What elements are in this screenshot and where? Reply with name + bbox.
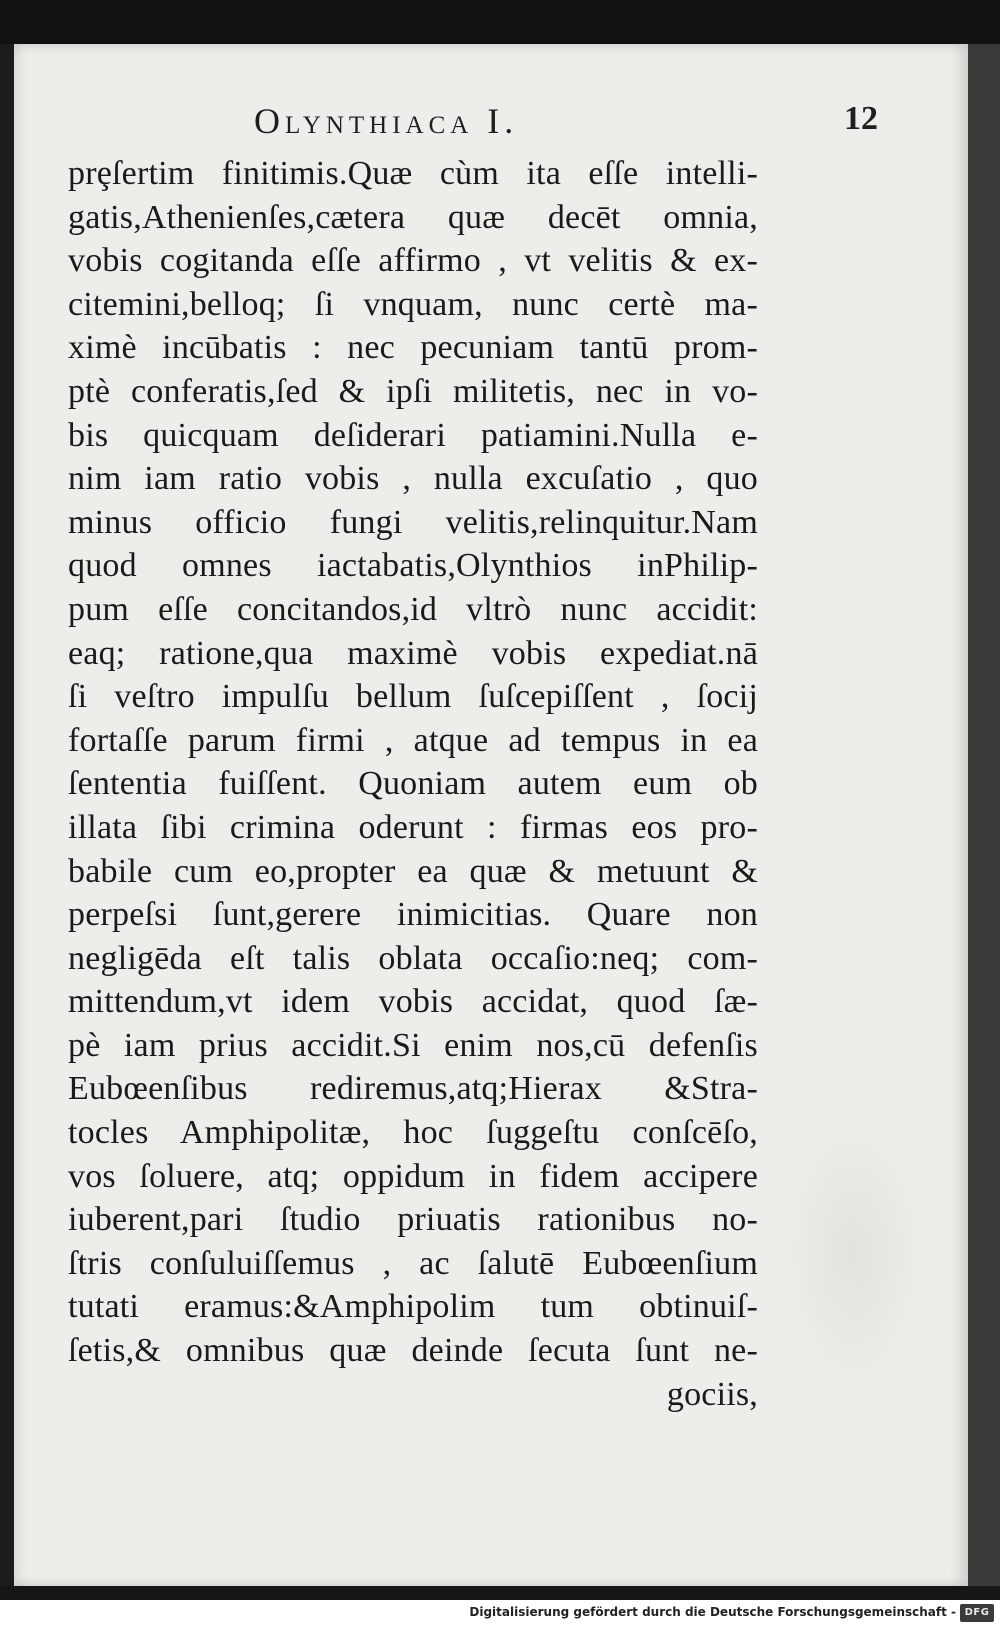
text-line: gatis,Athenienſes,cætera quæ decēt omnia, — [68, 198, 758, 236]
text-line: prȩſertim finitimis.Quæ cùm ita eſſe intelli- — [68, 155, 758, 192]
book-page — [14, 44, 968, 1586]
scan-bottom-edge — [0, 1586, 1000, 1600]
running-head — [14, 100, 968, 140]
text-line: ximè incūbatis : nec pecuniam tantū prom- — [68, 329, 758, 367]
digitization-footer — [0, 1600, 1000, 1627]
text-line: mittendum,vt idem vobis accidat, quod ſæ- — [68, 983, 758, 1021]
text-line: fortaſſe parum firmi , atque ad tempus in ea — [68, 721, 758, 759]
text-line: iuberent,pari ſtudio priuatis rationibus no- — [68, 1201, 758, 1239]
text-line: quod omnes iactabatis,Olynthios inPhilip- — [68, 547, 758, 585]
text-line: Eubœenſibus rediremus,atq;Hierax &Stra- — [68, 1070, 758, 1108]
text-line: vobis cogitanda eſſe affirmo , vt velitis & ex- — [68, 242, 758, 280]
text-line: eaq; ratione,qua maximè vobis expediat.nā — [68, 634, 758, 672]
body-text — [68, 152, 758, 1416]
dfg-logo-text: DFG — [964, 1607, 990, 1618]
text-line: babile cum eo,propter ea quæ & metuunt & — [68, 852, 758, 890]
text-line-catchword: gociis, — [666, 1375, 758, 1413]
text-line: citemini,belloq; ſi vnquam, nunc certè ma- — [68, 285, 758, 323]
running-head-title: Olynthiaca I. — [254, 101, 519, 141]
text-line: ſetis,& omnibus quæ deinde ſecuta ſunt ne- — [68, 1332, 758, 1370]
text-line: minus officio fungi velitis,relinquitur.Nam — [68, 503, 758, 541]
text-line: ſtris conſuluiſſemus , ac ſalutē Eubœenſium — [68, 1244, 758, 1282]
dfg-logo-icon — [960, 1604, 994, 1622]
text-line: illata ſibi crimina oderunt : firmas eos pro- — [68, 808, 758, 846]
text-line: pè iam prius accidit.Si enim nos,cū defenſis — [68, 1026, 758, 1064]
page-number: 12 — [844, 100, 878, 137]
text-line: nim iam ratio vobis , nulla excuſatio , quo — [68, 460, 758, 498]
scan-right-edge — [968, 44, 1000, 1600]
text-line: ſententia fuiſſent. Quoniam autem eum ob — [68, 765, 758, 803]
text-line: pum eſſe concitandos,id vltrò nunc accidit: — [68, 590, 758, 628]
funding-credit: Digitalisierung gefördert durch die Deutsche Forschungsgemeinschaft - — [469, 1605, 956, 1619]
text-line: vos ſoluere, atq; oppidum in fidem accipere — [68, 1157, 758, 1195]
scan-top-edge — [0, 0, 1000, 44]
text-line: negligēda eſt talis oblata occaſio:neq; com- — [68, 939, 758, 977]
text-line: tutati eramus:&Amphipolim tum obtinuiſ- — [68, 1288, 758, 1326]
text-line: ſi veſtro impulſu bellum ſuſcepiſſent , ſocij — [68, 678, 758, 716]
text-line: bis quicquam deſiderari patiamini.Nulla e- — [68, 416, 758, 454]
text-line: tocles Amphipolitæ, hoc ſuggeſtu conſcēſo, — [68, 1114, 758, 1152]
scan-left-edge — [0, 44, 14, 1600]
text-line: ptè conferatis,ſed & ipſi militetis, nec in vo- — [68, 372, 758, 410]
text-line: perpeſsi ſunt,gerere inimicitias. Quare non — [68, 896, 758, 934]
paper-stain — [784, 1124, 924, 1384]
